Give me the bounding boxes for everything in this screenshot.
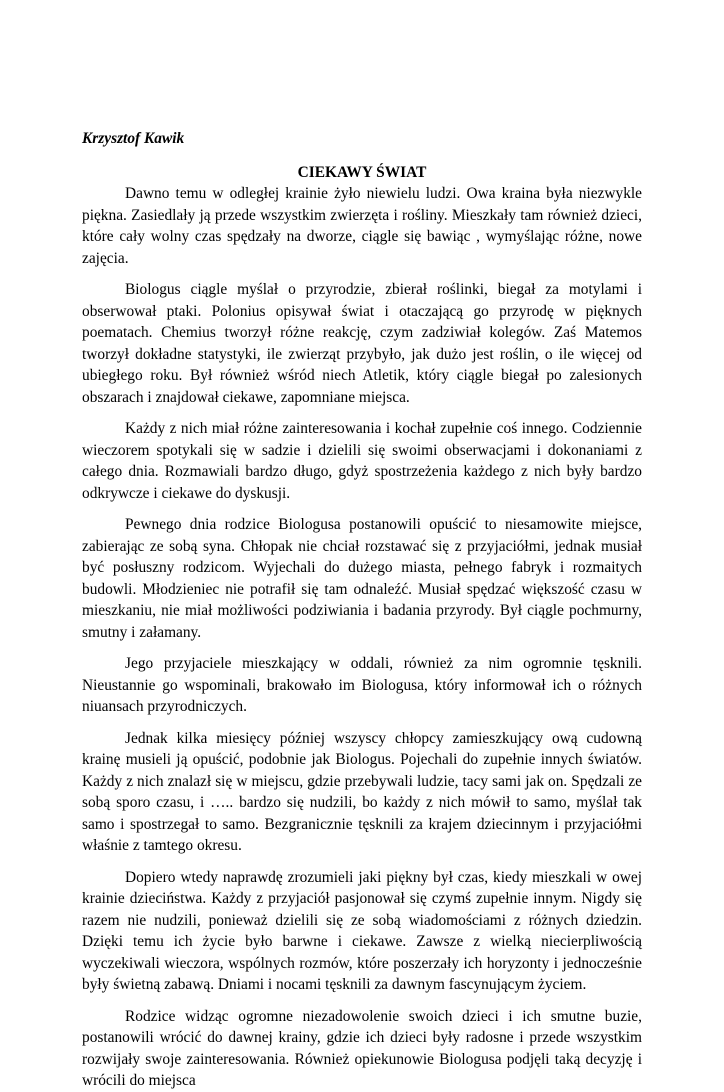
paragraph-2: Biologus ciągle myślał o przyrodzie, zbierał roślinki, biegał za motylami i obserwował ptaki. Polonius opisywał świat i otaczającą go przyrodę w pięknych poematach. Chemius tworzył różne reakcję, czym zadziwiał kolegów. Zaś Matemos tworzył dokładne statystyki, ile zwierząt przybyło, jak dużo jest roślin, o ile więcej od ubiegłego roku. Był również wśród niech Atletik, który ciągle biegał po zalesionych obszarach i znajdował ciekawe, zapomniane miejsca. bbox=[82, 281, 642, 406]
paragraph-4: Pewnego dnia rodzice Biologusa postanowili opuścić to niesamowite miejsce, zabierając ze sobą syna. Chłopak nie chciał rozstawać się z przyjaciółmi, jednak musiał być posłuszny rodzicom. Wyjechali do dużego miasta, pełnego fabryk i rozmaitych budowli. Młodzieniec nie potrafił się tam odnaleźć. Musiał spędzać większość czasu w mieszkaniu, nie miał możliwości podziwiania i badania przyrody. Był ciągle pochmurny, smutny i załamany. bbox=[82, 516, 642, 641]
paragraph-1: Dawno temu w odległej krainie żyło niewielu ludzi. Owa kraina była niezwykle piękna. Zasiedlały ją przede wszystkim zwierzęta i rośliny. Mieszkały tam również dzieci, które cały wolny czas spędzały na dworze, ciągle się bawiąc , wymyślając różne, nowe zajęcia. bbox=[82, 185, 642, 267]
paragraph-6: Jednak kilka miesięcy później wszyscy chłopcy zamieszkujący ową cudowną krainę musieli ją opuścić, podobnie jak Biologus. Pojechali do zupełnie innych światów. Każdy z nich znalazł się w miejscu, gdzie przebywali ludzie, tacy sami jak on. Spędzali ze sobą sporo czasu, i ….. bardzo się nudzili, bo każdy z nich mówił to samo, myślał tak samo i spostrzegał to samo. Bezgranicznie tęsknili za krajem dziecinnym i przyjaciółmi właśnie z tamtego okresu. bbox=[82, 729, 642, 854]
story-title: CIEKAWY ŚWIAT bbox=[297, 164, 427, 181]
paragraph-3: Każdy z nich miał różne zainteresowania i kochał zupełnie coś innego. Codziennie wieczorem spotykali się w sadzie i dzielili się swoimi obserwacjami i dokonaniami z całego dnia. Rozmawiali bardzo długo, gdyż spostrzeżenia każdego z nich były bardzo odkrywcze i ciekawe do dyskusji. bbox=[82, 420, 642, 502]
paragraph-7: Dopiero wtedy naprawdę zrozumieli jaki piękny był czas, kiedy mieszkali w owej krainie dzieciństwa. Każdy z przyjaciół pasjonował się czymś zupełnie innym. Nigdy się razem nie nudzili, ponieważ dzielili się ze sobą wiadomościami z różnych dziedzin. Dzięki temu ich życie było barwne i ciekawe. Zawsze z wielką niecierpliwością wyczekiwali wieczora, wspólnych rozmów, które poszerzały ich horyzonty i jednocześnie były świetną zabawą. Dniami i nocami tęsknili za dawnym fascynującym życiem. bbox=[82, 868, 642, 993]
author-name: Krzysztof Kawik bbox=[82, 130, 185, 147]
paragraph-5: Jego przyjaciele mieszkający w oddali, również za nim ogromnie tęsknili. Nieustannie go wspominali, brakowało im Biologusa, który informował ich o różnych niuansach przyrodniczych. bbox=[82, 655, 642, 715]
story-body bbox=[82, 183, 642, 1092]
paragraph-8: Rodzice widząc ogromne niezadowolenie swoich dzieci i ich smutne buzie, postanowili wrócić do dawnej krainy, gdzie ich dzieci były radosne i przede wszystkim rozwijały swoje zainteresowania. Również opiekunowie Biologusa podjęli taką decyzję i wrócili do miejsca bbox=[82, 1007, 642, 1089]
